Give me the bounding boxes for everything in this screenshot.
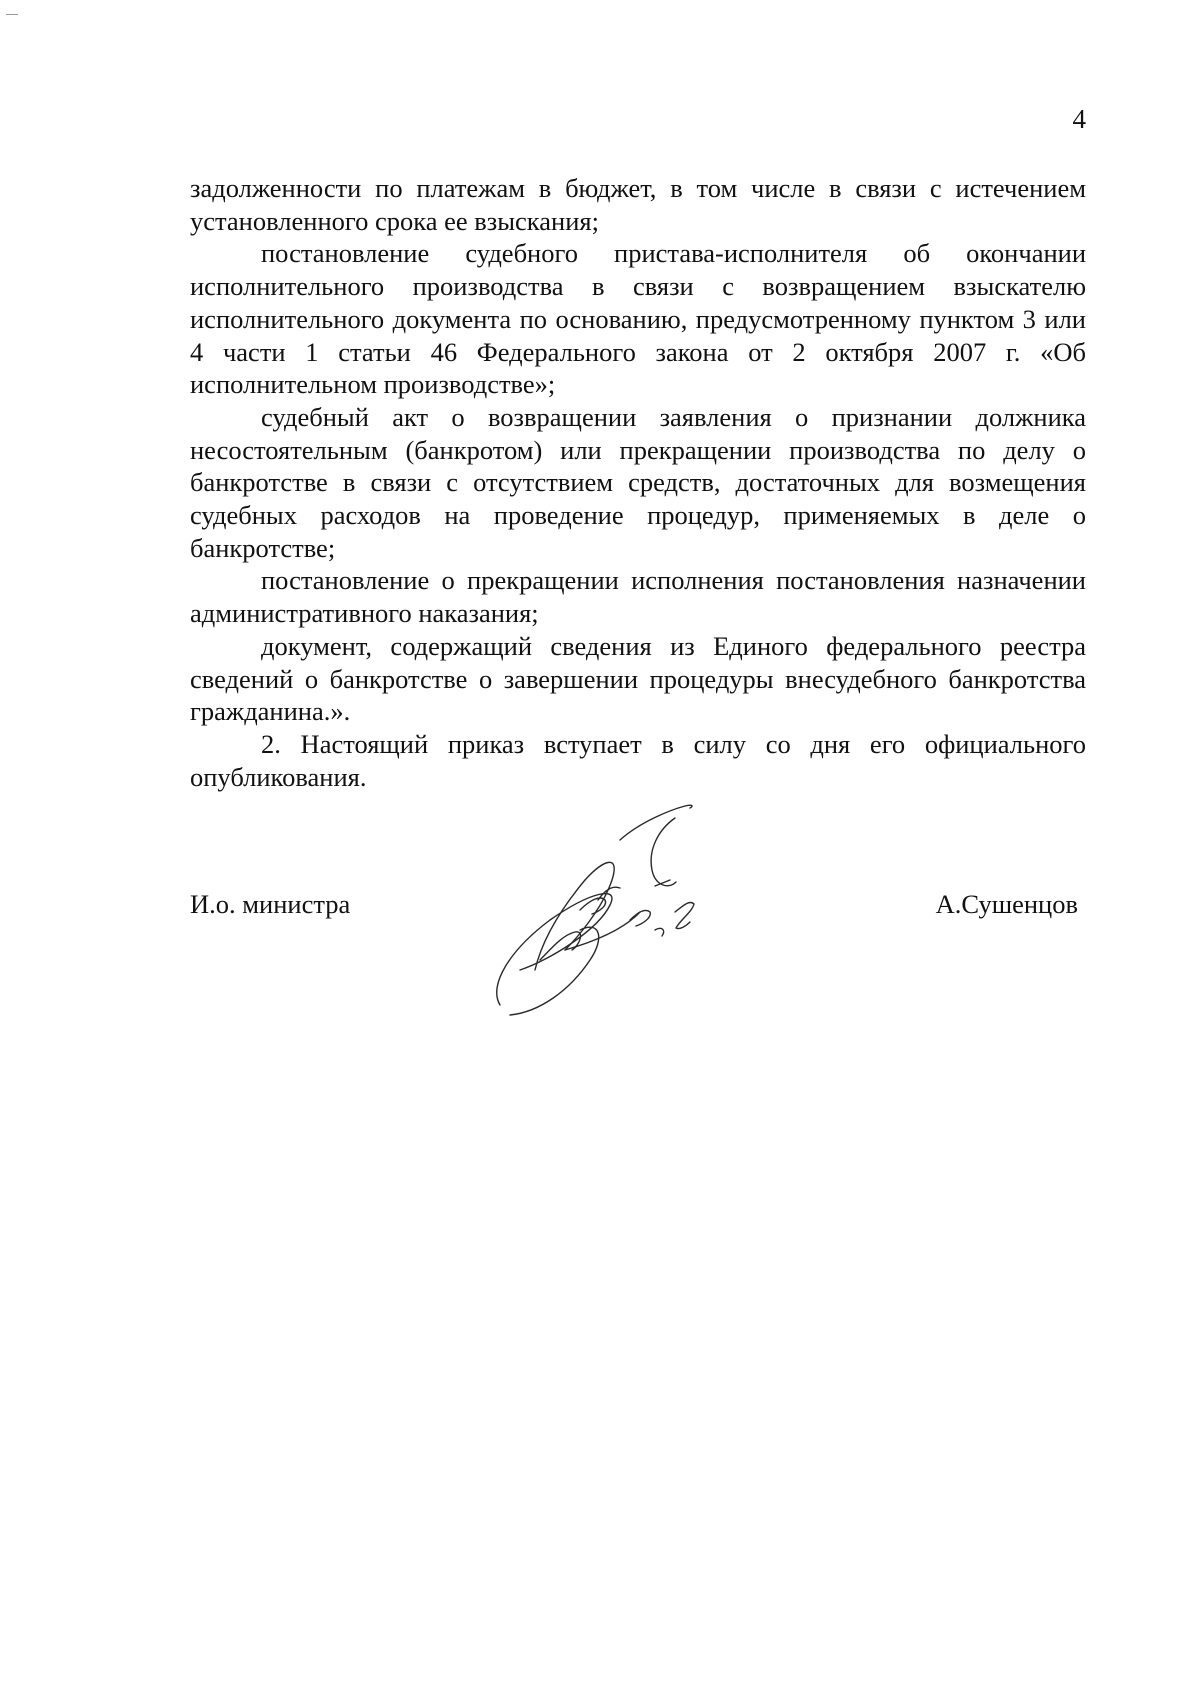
paragraph-court-act: судебный акт о возвращении заявления о признании должника несостоятельным (банкротом) или прекращении производства по делу о банкротстве в связи с отсутствием средств, достаточных для возмещения судебных расходов на проведение процедур, применяемых в деле о банкротстве; <box>190 401 1086 563</box>
signatory-title: И.о. министра <box>190 889 351 919</box>
handwritten-signature <box>480 800 820 1030</box>
signatory-name: А.Сушенцов <box>935 889 1078 919</box>
paragraph-termination-resolution: постановление о прекращении исполнения постановления назначении административного наказания; <box>190 565 1086 629</box>
paragraph-registry-document: документ, содержащий сведения из Единого федерального реестра сведений о банкротстве о завершении процедуры внесудебного банкротства гражданина.». <box>190 630 1086 727</box>
scan-artifact <box>6 14 18 15</box>
page-number: 4 <box>1072 104 1086 134</box>
paragraph-continuation: задолженности по платежам в бюджет, в том числе в связи с истечением установленного срока ее взыскания; <box>190 173 1086 236</box>
paragraph-entry-into-force: 2. Настоящий приказ вступает в силу со дня его официального опубликования. <box>190 728 1086 792</box>
paragraph-bailiff-resolution: постановление судебного пристава-исполнителя об окончании исполнительного производства в связи с возвращением взыскателю исполнительного документа по основанию, предусмотренному пунктом 3 или 4 части 1 статьи 46 Федерального закона от 2 октября 2007 г. «Об исполнительном производстве»; <box>190 238 1086 400</box>
document-body <box>190 172 1086 793</box>
